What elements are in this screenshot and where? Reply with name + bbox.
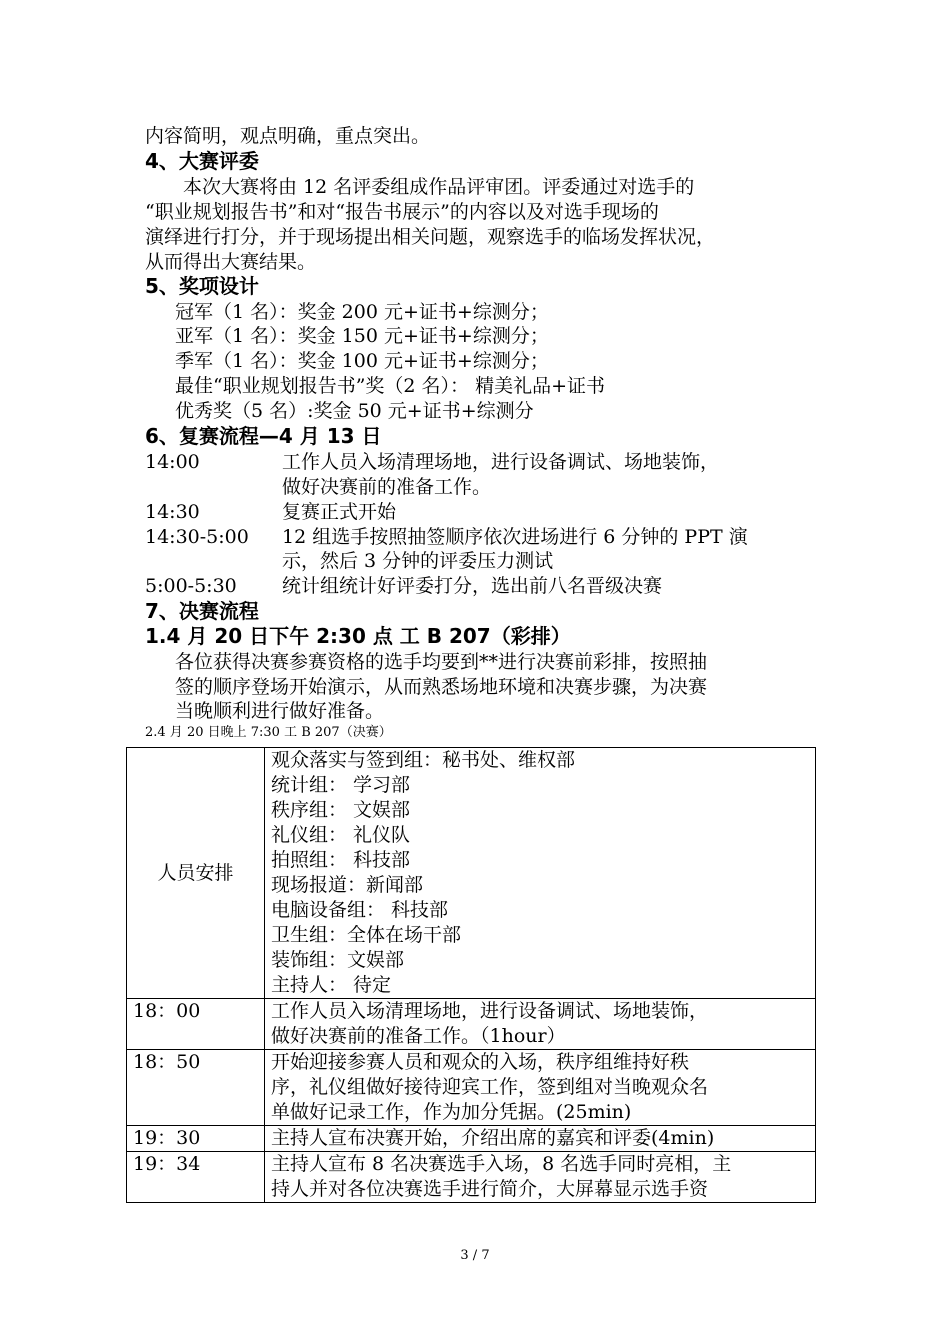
staff-line: 观众落实与签到组：秘书处、维权部 [271,749,576,771]
section-4-line: 从而得出大赛结果。 [145,251,317,273]
staff-line: 卫生组：全体在场干部 [271,924,462,946]
row-desc-line: 主持人宣布 8 名决赛选手入场，8 名选手同时亮相，主 [271,1153,732,1175]
schedule-desc: 示，然后 3 分钟的评委压力测试 [282,550,554,572]
section-6-title: 6、复赛流程—4 月 13 日 [145,424,382,448]
section-7-subtitle-final: 2.4 月 20 日晚上 7:30 工 B 207（决赛） [145,725,392,740]
staff-line: 电脑设备组： 科技部 [271,899,449,921]
staff-line: 装饰组：文娱部 [271,949,405,971]
table-row [127,999,816,1050]
award-item: 优秀奖（5 名）:奖金 50 元+证书+综测分 [175,400,534,422]
section-7-paragraph: 各位获得决赛参赛资格的选手均要到**进行决赛前彩排，按照抽 [175,651,708,673]
staff-line: 拍照组： 科技部 [271,849,411,871]
staff-label: 人员安排 [157,861,234,884]
intro-line: 内容简明，观点明确，重点突出。 [145,125,431,147]
schedule-time: 5:00-5:30 [145,575,237,597]
desc-cell [265,1152,816,1203]
time-cell [127,999,265,1050]
schedule-desc: 12 组选手按照抽签顺序依次进场进行 6 分钟的 PPT 演 [282,526,748,548]
section-7-subtitle-rehearsal: 1.4 月 20 日下午 2:30 点 工 B 207（彩排） [145,624,571,648]
schedule-time: 14:00 [145,451,200,473]
schedule-desc: 工作人员入场清理场地，进行设备调试、场地装饰， [282,451,720,473]
page-number: 3 / 7 [460,1248,490,1263]
table-row [127,1050,816,1126]
section-5-title: 5、奖项设计 [145,274,259,298]
row-time: 18：50 [133,1051,201,1073]
row-desc-line: 工作人员入场清理场地，进行设备调试、场地装饰， [271,1000,709,1022]
award-item: 亚军（1 名）：奖金 150 元+证书+综测分； [175,325,549,347]
table-row [127,748,816,999]
row-desc-line: 主持人宣布决赛开始，介绍出席的嘉宾和评委(4min) [271,1127,715,1149]
award-item: 冠军（1 名）：奖金 200 元+证书+综测分； [175,301,549,323]
staff-line: 礼仪组： 礼仪队 [271,824,411,846]
staff-line: 秩序组： 文娱部 [271,799,411,821]
time-cell [127,1050,265,1126]
section-7-paragraph: 当晚顺利进行做好准备。 [175,700,385,722]
desc-cell [265,999,816,1050]
award-item: 最佳“职业规划报告书”奖（2 名）： 精美礼品+证书 [175,375,606,397]
staff-line: 统计组： 学习部 [271,774,411,796]
schedule-desc: 统计组统计好评委打分，选出前八名晋级决赛 [282,575,663,597]
section-4-line: “职业规划报告书”和对“报告书展示”的内容以及对选手现场的 [145,201,659,223]
time-cell [127,1126,265,1152]
row-time: 19：34 [133,1153,201,1175]
section-4-line: 演绎进行打分，并于现场提出相关问题，观察选手的临场发挥状况， [145,226,716,248]
row-desc-line: 做好决赛前的准备工作。（1hour） [271,1025,566,1047]
staff-list-cell [265,748,816,999]
staff-line: 主持人： 待定 [271,974,392,996]
row-desc-line: 持人并对各位决赛选手进行简介，大屏幕显示选手资 [271,1178,709,1200]
staff-label-cell [127,748,265,999]
row-desc-line: 单做好记录工作，作为加分凭据。(25min) [271,1101,632,1123]
row-time: 19：30 [133,1127,201,1149]
table-row [127,1126,816,1152]
award-item: 季军（1 名）：奖金 100 元+证书+综测分； [175,350,549,372]
section-7-title: 7、决赛流程 [145,599,259,623]
final-schedule-table [126,747,816,1203]
row-desc-line: 序，礼仪组做好接待迎宾工作，签到组对当晚观众名 [271,1076,709,1098]
desc-cell [265,1126,816,1152]
row-time: 18：00 [133,1000,201,1022]
section-4-title: 4、大赛评委 [145,149,259,173]
desc-cell [265,1050,816,1126]
staff-line: 现场报道：新闻部 [271,874,424,896]
section-7-paragraph: 签的顺序登场开始演示，从而熟悉场地环境和决赛步骤，为决赛 [175,676,708,698]
schedule-desc: 复赛正式开始 [282,501,397,523]
table-row [127,1152,816,1203]
schedule-time: 14:30-5:00 [145,526,249,548]
time-cell [127,1152,265,1203]
row-desc-line: 开始迎接参赛人员和观众的入场，秩序组维持好秩 [271,1051,690,1073]
section-4-line: 本次大赛将由 12 名评委组成作品评审团。评委通过对选手的 [183,176,695,198]
schedule-desc: 做好决赛前的准备工作。 [282,476,492,498]
schedule-time: 14:30 [145,501,200,523]
